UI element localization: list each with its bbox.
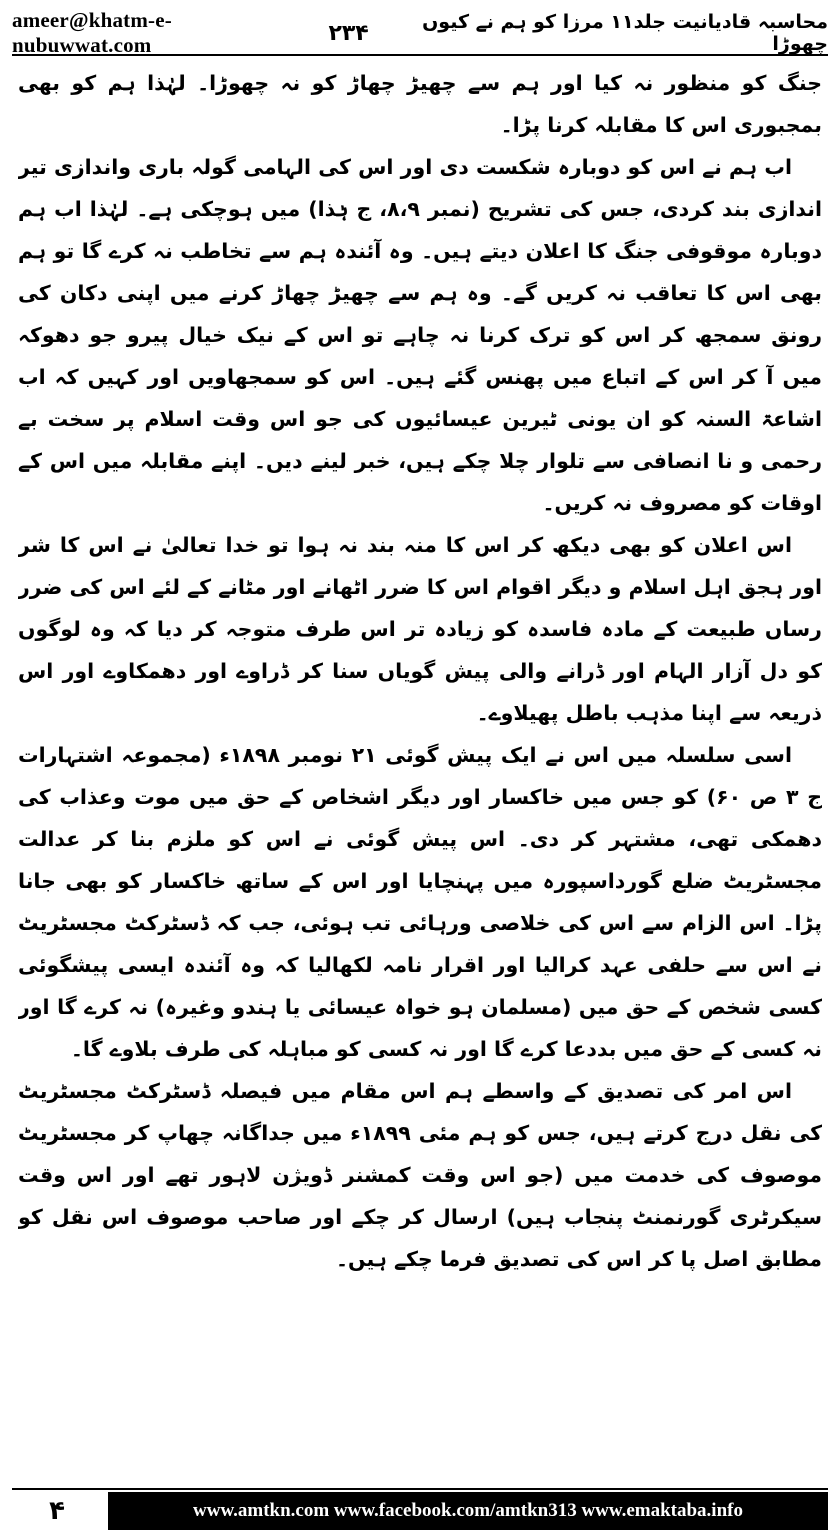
paragraph-1: جنگ کو منظور نہ کیا اور ہم سے چھیڑ چھاڑ کو نہ چھوڑا۔ لہٰذا ہم کو بھی بمجبوری اس کا مقابلہ کرنا پڑا۔ (18, 71, 822, 137)
footer-page-marker: ۴ (49, 1496, 65, 1526)
footer-links[interactable]: www.amtkn.com www.facebook.com/amtkn313 www.emaktaba.info (108, 1492, 828, 1530)
paragraph-5: اس امر کی تصدیق کے واسطے ہم اس مقام میں فیصلہ ڈسٹرکٹ مجسٹریٹ کی نقل درج کرتے ہیں، جس کو ہم مئی ۱۸۹۹ء میں جداگانہ چھاپ کر مجسٹریٹ موصوف کی خدمت میں (جو اس وقت کمشنر ڈویژن لاہور تھے اور اس وقت سیکرٹری گورنمنٹ پنجاب ہیں) ارسال کر چکے اور صاحب موصوف اس نقل کو مطابق اصل پا کر اس کی تصدیق فرما چکے ہیں۔ (18, 1079, 822, 1271)
header-title-group (306, 11, 828, 55)
header-email[interactable]: ameer@khatm-e-nubuwwat.com (12, 8, 172, 57)
page-header (12, 8, 828, 57)
book-title: محاسبہ قادیانیت جلد۱۱ مرزا کو ہم نے کیوں چھوڑا (422, 11, 828, 55)
header-divider (12, 54, 828, 56)
paragraph-2: اب ہم نے اس کو دوبارہ شکست دی اور اس کی الہامی گولہ باری واندازی تیر اندازی بند کردی، جس کی تشریح (نمبر ۸،۹، ج ہٰذا) میں ہوچکی ہے۔ لہٰذا اب ہم دوبارہ موقوفی جنگ کا اعلان دیتے ہیں۔ وہ آئندہ ہم سے تخاطب نہ کرے گا تو ہم بھی اس کا تعاقب نہ کریں گے۔ وہ ہم سے چھیڑ چھاڑ کرنے میں اپنی دکان کی رونق سمجھ کر اس کو ترک کرنا نہ چاہے تو اس کے نیک خیال پیرو جو دھوکہ میں آ کر اس کے اتباع میں پھنس گئے ہیں۔ اس کو سمجھاویں اور کہیں کہ اب اشاعۃ السنہ کو ان یونی ٹیرین عیسائیوں کی جو اس وقت اسلام پر سخت بے رحمی و نا انصافی سے تلوار چلا چکے ہیں، خبر لینے دیں۔ اپنے مقابلہ میں اس کے اوقات کو مصروف نہ کریں۔ (18, 155, 822, 515)
page-footer (12, 1488, 828, 1532)
paragraph-3: اس اعلان کو بھی دیکھ کر اس کا منہ بند نہ ہوا تو خدا تعالیٰ نے اس کا شر اور ہجق اہل اسلام و دیگر اقوام اس کا ضرر اٹھانے اور مٹانے کے لئے اس کی ضرر رساں طبیعت کے مادہ فاسدہ کو زیادہ تر اس طرف متوجہ کر دیا کہ وہ لوگوں کو دل آزار الہام اور ڈرانے والی پیش گویاں سنا کر ڈراوے اور دھمکاوے اور اس ذریعہ سے اپنا مذہب باطل پھیلاوے۔ (18, 533, 822, 725)
page-number: ۲۳۴ (328, 20, 369, 46)
page-body (18, 62, 822, 1480)
footer-divider (12, 1488, 828, 1490)
paragraph-4: اسی سلسلہ میں اس نے ایک پیش گوئی ۲۱ نومبر ۱۸۹۸ء (مجموعہ اشتہارات ج ۳ ص ۶۰) کو جس میں خاکسار اور دیگر اشخاص کے حق میں موت وعذاب کی دھمکی تھی، مشتہر کر دی۔ اس پیش گوئی نے اس کو ملزم بنا کر عدالت مجسٹریٹ ضلع گورداسپورہ میں پہنچایا اور اس کے ساتھ خاکسار کو بھی جانا پڑا۔ اس الزام سے اس کی خلاصی ورہائی تب ہوئی، جب کہ ڈسٹرکٹ مجسٹریٹ نے اس سے حلفی عہد کرالیا اور اقرار نامہ لکھالیا کہ وہ آئندہ ایسی پیشگوئی کسی شخص کے حق میں (مسلمان ہو خواہ عیسائی یا ہندو وغیرہ) نہ کرے گا اور نہ کسی کے حق میں بددعا کرے گا اور نہ کسی کو مباہلہ کی طرف بلاوے گا۔ (18, 743, 822, 1061)
